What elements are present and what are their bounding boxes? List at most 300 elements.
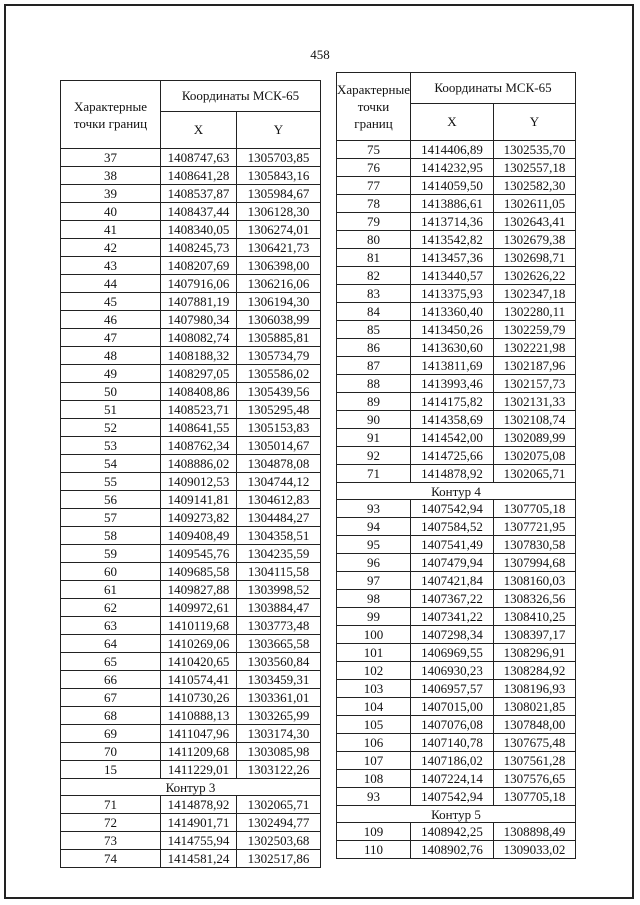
x-coordinate-cell: 1414878,92 — [411, 465, 494, 483]
table-row — [337, 698, 576, 716]
x-coordinate-cell: 1413360,40 — [411, 303, 494, 321]
point-number-cell: 62 — [61, 599, 161, 617]
point-number-cell: 75 — [337, 141, 411, 159]
point-number-cell: 103 — [337, 680, 411, 698]
header-coordinate-system: Координаты МСК-65 — [161, 81, 321, 112]
x-coordinate-cell: 1407367,22 — [411, 590, 494, 608]
y-coordinate-cell: 1302643,41 — [494, 213, 576, 231]
section-row — [61, 779, 321, 796]
point-number-cell: 66 — [61, 671, 161, 689]
x-coordinate-cell: 1410730,26 — [161, 689, 237, 707]
table-row — [337, 536, 576, 554]
table-row — [61, 419, 321, 437]
point-number-cell: 92 — [337, 447, 411, 465]
point-number-cell: 50 — [61, 383, 161, 401]
y-coordinate-cell: 1306398,00 — [237, 257, 321, 275]
y-coordinate-cell: 1303459,31 — [237, 671, 321, 689]
point-number-cell: 61 — [61, 581, 161, 599]
table-row — [337, 662, 576, 680]
table-row — [61, 545, 321, 563]
table-row — [61, 473, 321, 491]
table-row — [61, 743, 321, 761]
point-number-cell: 100 — [337, 626, 411, 644]
table-row — [61, 347, 321, 365]
table-row — [61, 221, 321, 239]
table-row — [337, 465, 576, 483]
table-row — [337, 231, 576, 249]
x-coordinate-cell: 1408902,76 — [411, 841, 494, 859]
point-number-cell: 52 — [61, 419, 161, 437]
table-row — [337, 770, 576, 788]
y-coordinate-cell: 1302626,22 — [494, 267, 576, 285]
x-coordinate-cell: 1414878,92 — [161, 796, 237, 814]
y-coordinate-cell: 1302108,74 — [494, 411, 576, 429]
point-number-cell: 42 — [61, 239, 161, 257]
point-number-cell: 99 — [337, 608, 411, 626]
point-number-cell: 45 — [61, 293, 161, 311]
y-coordinate-cell: 1307848,00 — [494, 716, 576, 734]
point-number-cell: 93 — [337, 500, 411, 518]
section-label: Контур 4 — [337, 483, 576, 500]
table-row — [61, 311, 321, 329]
point-number-cell: 46 — [61, 311, 161, 329]
y-coordinate-cell: 1306274,01 — [237, 221, 321, 239]
x-coordinate-cell: 1414406,89 — [411, 141, 494, 159]
y-coordinate-cell: 1303361,01 — [237, 689, 321, 707]
x-coordinate-cell: 1413714,36 — [411, 213, 494, 231]
point-number-cell: 87 — [337, 357, 411, 375]
x-coordinate-cell: 1413542,82 — [411, 231, 494, 249]
point-number-cell: 64 — [61, 635, 161, 653]
x-coordinate-cell: 1408188,32 — [161, 347, 237, 365]
y-coordinate-cell: 1305586,02 — [237, 365, 321, 383]
point-number-cell: 39 — [61, 185, 161, 203]
table-row — [61, 383, 321, 401]
y-coordinate-cell: 1302075,08 — [494, 447, 576, 465]
header-x: X — [411, 104, 494, 141]
point-number-cell: 63 — [61, 617, 161, 635]
x-coordinate-cell: 1410269,06 — [161, 635, 237, 653]
table-row — [61, 437, 321, 455]
x-coordinate-cell: 1408747,63 — [161, 149, 237, 167]
y-coordinate-cell: 1304484,27 — [237, 509, 321, 527]
y-coordinate-cell: 1302611,05 — [494, 195, 576, 213]
y-coordinate-cell: 1302259,79 — [494, 321, 576, 339]
x-coordinate-cell: 1411209,68 — [161, 743, 237, 761]
x-coordinate-cell: 1407542,94 — [411, 788, 494, 806]
table-row — [61, 671, 321, 689]
y-coordinate-cell: 1304744,12 — [237, 473, 321, 491]
y-coordinate-cell: 1307705,18 — [494, 500, 576, 518]
point-number-cell: 59 — [61, 545, 161, 563]
y-coordinate-cell: 1302089,99 — [494, 429, 576, 447]
y-coordinate-cell: 1308410,25 — [494, 608, 576, 626]
y-coordinate-cell: 1307830,58 — [494, 536, 576, 554]
table-row — [337, 393, 576, 411]
table-row — [337, 141, 576, 159]
point-number-cell: 95 — [337, 536, 411, 554]
y-coordinate-cell: 1304115,58 — [237, 563, 321, 581]
point-number-cell: 65 — [61, 653, 161, 671]
table-row — [61, 832, 321, 850]
x-coordinate-cell: 1408523,71 — [161, 401, 237, 419]
y-coordinate-cell: 1302065,71 — [494, 465, 576, 483]
y-coordinate-cell: 1306194,30 — [237, 293, 321, 311]
x-coordinate-cell: 1409012,53 — [161, 473, 237, 491]
point-number-cell: 91 — [337, 429, 411, 447]
table-row — [337, 788, 576, 806]
point-number-cell: 83 — [337, 285, 411, 303]
point-number-cell: 79 — [337, 213, 411, 231]
table-row — [337, 213, 576, 231]
x-coordinate-cell: 1413811,69 — [411, 357, 494, 375]
table-row — [337, 285, 576, 303]
table-row — [61, 707, 321, 725]
point-number-cell: 58 — [61, 527, 161, 545]
point-number-cell: 94 — [337, 518, 411, 536]
x-coordinate-cell: 1408762,34 — [161, 437, 237, 455]
table-row — [337, 823, 576, 841]
point-number-cell: 109 — [337, 823, 411, 841]
header-characteristic-points: Характерные точки границ — [337, 73, 411, 141]
table-row — [337, 518, 576, 536]
y-coordinate-cell: 1308284,92 — [494, 662, 576, 680]
x-coordinate-cell: 1408641,28 — [161, 167, 237, 185]
x-coordinate-cell: 1410420,65 — [161, 653, 237, 671]
point-number-cell: 55 — [61, 473, 161, 491]
y-coordinate-cell: 1305885,81 — [237, 329, 321, 347]
y-coordinate-cell: 1303085,98 — [237, 743, 321, 761]
x-coordinate-cell: 1413886,61 — [411, 195, 494, 213]
x-coordinate-cell: 1413375,93 — [411, 285, 494, 303]
point-number-cell: 110 — [337, 841, 411, 859]
y-coordinate-cell: 1304235,59 — [237, 545, 321, 563]
point-number-cell: 104 — [337, 698, 411, 716]
table-row — [61, 796, 321, 814]
page-number: 458 — [310, 47, 330, 62]
header-characteristic-points: Характерные точки границ — [61, 81, 161, 149]
point-number-cell: 80 — [337, 231, 411, 249]
table-row — [337, 267, 576, 285]
table-row — [61, 814, 321, 832]
y-coordinate-cell: 1305295,48 — [237, 401, 321, 419]
y-coordinate-cell: 1305703,85 — [237, 149, 321, 167]
table-row — [337, 339, 576, 357]
point-number-cell: 54 — [61, 455, 161, 473]
point-number-cell: 108 — [337, 770, 411, 788]
y-coordinate-cell: 1303174,30 — [237, 725, 321, 743]
x-coordinate-cell: 1413457,36 — [411, 249, 494, 267]
x-coordinate-cell: 1413993,46 — [411, 375, 494, 393]
section-label: Контур 3 — [61, 779, 321, 796]
x-coordinate-cell: 1407186,02 — [411, 752, 494, 770]
y-coordinate-cell: 1303560,84 — [237, 653, 321, 671]
x-coordinate-cell: 1407140,78 — [411, 734, 494, 752]
y-coordinate-cell: 1303265,99 — [237, 707, 321, 725]
x-coordinate-cell: 1409408,49 — [161, 527, 237, 545]
point-number-cell: 70 — [61, 743, 161, 761]
x-coordinate-cell: 1407881,19 — [161, 293, 237, 311]
y-coordinate-cell: 1307721,95 — [494, 518, 576, 536]
point-number-cell: 72 — [61, 814, 161, 832]
table-row — [61, 203, 321, 221]
x-coordinate-cell: 1413450,26 — [411, 321, 494, 339]
point-number-cell: 82 — [337, 267, 411, 285]
table-row — [61, 725, 321, 743]
y-coordinate-cell: 1302517,86 — [237, 850, 321, 868]
x-coordinate-cell: 1406969,55 — [411, 644, 494, 662]
y-coordinate-cell: 1302280,11 — [494, 303, 576, 321]
x-coordinate-cell: 1413630,60 — [411, 339, 494, 357]
table-row — [337, 429, 576, 447]
point-number-cell: 84 — [337, 303, 411, 321]
coordinates-table-left — [60, 80, 321, 868]
x-coordinate-cell: 1408886,02 — [161, 455, 237, 473]
y-coordinate-cell: 1302503,68 — [237, 832, 321, 850]
table-row — [337, 590, 576, 608]
x-coordinate-cell: 1408537,87 — [161, 185, 237, 203]
point-number-cell: 15 — [61, 761, 161, 779]
point-number-cell: 40 — [61, 203, 161, 221]
table-row — [337, 572, 576, 590]
y-coordinate-cell: 1307705,18 — [494, 788, 576, 806]
header-y: Y — [237, 112, 321, 149]
point-number-cell: 44 — [61, 275, 161, 293]
x-coordinate-cell: 1408297,05 — [161, 365, 237, 383]
table-row — [337, 752, 576, 770]
y-coordinate-cell: 1308326,56 — [494, 590, 576, 608]
x-coordinate-cell: 1408641,55 — [161, 419, 237, 437]
table-row — [61, 689, 321, 707]
x-coordinate-cell: 1414059,50 — [411, 177, 494, 195]
table-row — [61, 635, 321, 653]
y-coordinate-cell: 1302157,73 — [494, 375, 576, 393]
y-coordinate-cell: 1305439,56 — [237, 383, 321, 401]
y-coordinate-cell: 1305734,79 — [237, 347, 321, 365]
y-coordinate-cell: 1308296,91 — [494, 644, 576, 662]
y-coordinate-cell: 1305843,16 — [237, 167, 321, 185]
point-number-cell: 86 — [337, 339, 411, 357]
point-number-cell: 81 — [337, 249, 411, 267]
table-row — [337, 447, 576, 465]
y-coordinate-cell: 1302131,33 — [494, 393, 576, 411]
point-number-cell: 89 — [337, 393, 411, 411]
table-row — [337, 357, 576, 375]
y-coordinate-cell: 1307994,68 — [494, 554, 576, 572]
y-coordinate-cell: 1302347,18 — [494, 285, 576, 303]
point-number-cell: 53 — [61, 437, 161, 455]
table-row — [337, 321, 576, 339]
x-coordinate-cell: 1414175,82 — [411, 393, 494, 411]
x-coordinate-cell: 1409972,61 — [161, 599, 237, 617]
y-coordinate-cell: 1304878,08 — [237, 455, 321, 473]
y-coordinate-cell: 1308021,85 — [494, 698, 576, 716]
table-row — [61, 401, 321, 419]
y-coordinate-cell: 1305153,83 — [237, 419, 321, 437]
header-x: X — [161, 112, 237, 149]
table-row — [61, 761, 321, 779]
x-coordinate-cell: 1408942,25 — [411, 823, 494, 841]
point-number-cell: 107 — [337, 752, 411, 770]
y-coordinate-cell: 1305014,67 — [237, 437, 321, 455]
y-coordinate-cell: 1305984,67 — [237, 185, 321, 203]
y-coordinate-cell: 1306421,73 — [237, 239, 321, 257]
point-number-cell: 71 — [337, 465, 411, 483]
x-coordinate-cell: 1407542,94 — [411, 500, 494, 518]
y-coordinate-cell: 1303998,52 — [237, 581, 321, 599]
table-row — [61, 581, 321, 599]
y-coordinate-cell: 1302582,30 — [494, 177, 576, 195]
table-row — [337, 626, 576, 644]
y-coordinate-cell: 1302535,70 — [494, 141, 576, 159]
table-row — [337, 195, 576, 213]
x-coordinate-cell: 1409141,81 — [161, 491, 237, 509]
x-coordinate-cell: 1410119,68 — [161, 617, 237, 635]
x-coordinate-cell: 1409273,82 — [161, 509, 237, 527]
table-row — [61, 257, 321, 275]
point-number-cell: 102 — [337, 662, 411, 680]
coordinates-table-right — [336, 72, 576, 859]
table-row — [337, 303, 576, 321]
x-coordinate-cell: 1407916,06 — [161, 275, 237, 293]
y-coordinate-cell: 1308898,49 — [494, 823, 576, 841]
x-coordinate-cell: 1408207,69 — [161, 257, 237, 275]
x-coordinate-cell: 1408082,74 — [161, 329, 237, 347]
point-number-cell: 105 — [337, 716, 411, 734]
x-coordinate-cell: 1414358,69 — [411, 411, 494, 429]
point-number-cell: 71 — [61, 796, 161, 814]
point-number-cell: 68 — [61, 707, 161, 725]
x-coordinate-cell: 1407015,00 — [411, 698, 494, 716]
point-number-cell: 38 — [61, 167, 161, 185]
header-coordinate-system: Координаты МСК-65 — [411, 73, 576, 104]
table-row — [61, 599, 321, 617]
x-coordinate-cell: 1409685,58 — [161, 563, 237, 581]
x-coordinate-cell: 1411229,01 — [161, 761, 237, 779]
table-row — [61, 491, 321, 509]
x-coordinate-cell: 1406930,23 — [411, 662, 494, 680]
y-coordinate-cell: 1302557,18 — [494, 159, 576, 177]
table-row — [337, 411, 576, 429]
point-number-cell: 41 — [61, 221, 161, 239]
y-coordinate-cell: 1302698,71 — [494, 249, 576, 267]
point-number-cell: 101 — [337, 644, 411, 662]
x-coordinate-cell: 1409827,88 — [161, 581, 237, 599]
x-coordinate-cell: 1407224,14 — [411, 770, 494, 788]
x-coordinate-cell: 1410574,41 — [161, 671, 237, 689]
x-coordinate-cell: 1407298,34 — [411, 626, 494, 644]
point-number-cell: 73 — [61, 832, 161, 850]
y-coordinate-cell: 1306038,99 — [237, 311, 321, 329]
point-number-cell: 60 — [61, 563, 161, 581]
y-coordinate-cell: 1306216,06 — [237, 275, 321, 293]
y-coordinate-cell: 1307576,65 — [494, 770, 576, 788]
x-coordinate-cell: 1407541,49 — [411, 536, 494, 554]
table-row — [337, 644, 576, 662]
table-row — [61, 293, 321, 311]
x-coordinate-cell: 1414232,95 — [411, 159, 494, 177]
y-coordinate-cell: 1302679,38 — [494, 231, 576, 249]
y-coordinate-cell: 1303884,47 — [237, 599, 321, 617]
table-row — [337, 716, 576, 734]
x-coordinate-cell: 1407584,52 — [411, 518, 494, 536]
y-coordinate-cell: 1308160,03 — [494, 572, 576, 590]
y-coordinate-cell: 1302221,98 — [494, 339, 576, 357]
x-coordinate-cell: 1406957,57 — [411, 680, 494, 698]
x-coordinate-cell: 1414725,66 — [411, 447, 494, 465]
x-coordinate-cell: 1407479,94 — [411, 554, 494, 572]
table-row — [337, 375, 576, 393]
y-coordinate-cell: 1309033,02 — [494, 841, 576, 859]
point-number-cell: 78 — [337, 195, 411, 213]
x-coordinate-cell: 1411047,96 — [161, 725, 237, 743]
table-row — [337, 734, 576, 752]
table-row — [337, 159, 576, 177]
table-row — [337, 841, 576, 859]
y-coordinate-cell: 1306128,30 — [237, 203, 321, 221]
x-coordinate-cell: 1407980,34 — [161, 311, 237, 329]
table-row — [61, 185, 321, 203]
y-coordinate-cell: 1308196,93 — [494, 680, 576, 698]
point-number-cell: 47 — [61, 329, 161, 347]
table-row — [61, 329, 321, 347]
table-row — [337, 680, 576, 698]
point-number-cell: 43 — [61, 257, 161, 275]
point-number-cell: 85 — [337, 321, 411, 339]
point-number-cell: 88 — [337, 375, 411, 393]
y-coordinate-cell: 1302187,96 — [494, 357, 576, 375]
point-number-cell: 76 — [337, 159, 411, 177]
point-number-cell: 37 — [61, 149, 161, 167]
y-coordinate-cell: 1302065,71 — [237, 796, 321, 814]
y-coordinate-cell: 1304358,51 — [237, 527, 321, 545]
x-coordinate-cell: 1408408,86 — [161, 383, 237, 401]
table-row — [61, 617, 321, 635]
table-row — [61, 455, 321, 473]
x-coordinate-cell: 1413440,57 — [411, 267, 494, 285]
x-coordinate-cell: 1414755,94 — [161, 832, 237, 850]
table-row — [61, 527, 321, 545]
point-number-cell: 106 — [337, 734, 411, 752]
point-number-cell: 74 — [61, 850, 161, 868]
point-number-cell: 48 — [61, 347, 161, 365]
table-row — [337, 554, 576, 572]
x-coordinate-cell: 1407076,08 — [411, 716, 494, 734]
section-row — [337, 806, 576, 823]
x-coordinate-cell: 1414581,24 — [161, 850, 237, 868]
header-y: Y — [494, 104, 576, 141]
section-row — [337, 483, 576, 500]
section-label: Контур 5 — [337, 806, 576, 823]
table-row — [337, 608, 576, 626]
y-coordinate-cell: 1307561,28 — [494, 752, 576, 770]
y-coordinate-cell: 1307675,48 — [494, 734, 576, 752]
table-row — [61, 365, 321, 383]
point-number-cell: 93 — [337, 788, 411, 806]
point-number-cell: 57 — [61, 509, 161, 527]
y-coordinate-cell: 1303122,26 — [237, 761, 321, 779]
table-row — [337, 177, 576, 195]
x-coordinate-cell: 1410888,13 — [161, 707, 237, 725]
x-coordinate-cell: 1408340,05 — [161, 221, 237, 239]
table-row — [61, 509, 321, 527]
point-number-cell: 51 — [61, 401, 161, 419]
table-row — [337, 500, 576, 518]
point-number-cell: 77 — [337, 177, 411, 195]
table-row — [61, 850, 321, 868]
x-coordinate-cell: 1414542,00 — [411, 429, 494, 447]
point-number-cell: 67 — [61, 689, 161, 707]
